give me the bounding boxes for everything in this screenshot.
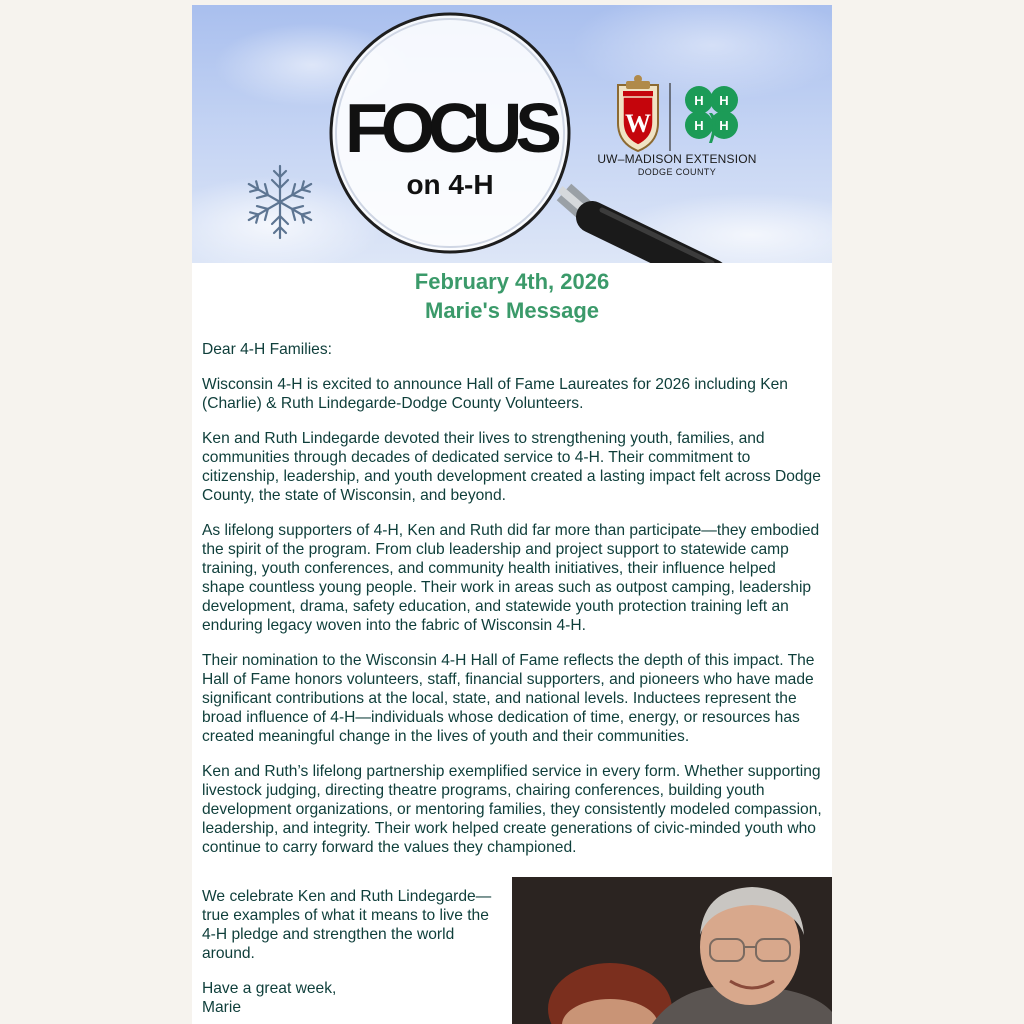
crest-letter: W bbox=[625, 109, 651, 138]
focus-subtitle: on 4-H bbox=[406, 169, 494, 200]
portrait-illustration bbox=[512, 877, 832, 1024]
focus-word: FOCUS bbox=[345, 89, 555, 167]
greeting: Dear 4-H Families: bbox=[202, 341, 332, 358]
closing-section bbox=[202, 887, 504, 1017]
4h-clover-icon bbox=[685, 86, 738, 143]
clover-letter-2: H bbox=[719, 93, 729, 108]
signature: Marie bbox=[202, 999, 241, 1016]
paragraph-supporters: As lifelong supporters of 4-H, Ken and Ruth did far more than participate—they embodied the spirit of the program. From club leadership and project support to statewide camp training, youth conferences, and community health initiatives, their influence helped shape countless young people. Their work in areas such as outpost camping, leadership development, drama, safety education, and statewide youth protection training left an enduring legacy woven into the fabric of Wisconsin 4-H. bbox=[202, 522, 820, 634]
signoff: Have a great week, bbox=[202, 980, 337, 997]
header-banner bbox=[192, 5, 832, 263]
clover-letter-4: H bbox=[719, 118, 729, 133]
paragraph-devotion: Ken and Ruth Lindegarde devoted their lives to strengthening youth, families, and communities through decades of dedicated service to 4-H. Their commitment to citizenship, leadership, and youth development created a lasting impact felt across Dodge County, the state of Wisconsin, and beyond. bbox=[202, 430, 821, 504]
extension-name: UW–MADISON EXTENSION bbox=[597, 152, 757, 166]
focus-logo bbox=[331, 15, 569, 253]
closing-paragraph: We celebrate Ken and Ruth Lindegarde—true examples of what it means to live the 4-H pledge and strengthen the world around. bbox=[202, 888, 492, 962]
newsletter-date: February 4th, 2026 bbox=[414, 269, 610, 294]
clover-letter-1: H bbox=[694, 93, 704, 108]
extension-county: DODGE COUNTY bbox=[637, 167, 717, 177]
paragraph-partnership: Ken and Ruth’s lifelong partnership exemplified service in every form. Whether supporting livestock judging, directing theatre programs, chairing conferences, building youth development organizations, or mentoring families, they consistently modeled compassion, leadership, and integrity. Their work helped create generations of civic-minded youth who continue to carry forward the values they championed. bbox=[202, 763, 822, 856]
newsletter-title: Marie's Message bbox=[425, 298, 599, 323]
clover-letter-3: H bbox=[694, 118, 704, 133]
uw-crest-icon bbox=[618, 75, 658, 151]
paragraph-announcement: Wisconsin 4-H is excited to announce Hall of Fame Laureates for 2026 including Ken (Charlie) & Ruth Lindegarde-Dodge County Volunteers. bbox=[202, 376, 788, 412]
portrait-photo bbox=[512, 877, 832, 1024]
newsletter-sheet bbox=[192, 5, 832, 1024]
paragraph-nomination: Their nomination to the Wisconsin 4-H Hall of Fame reflects the depth of this impact. The Hall of Fame honors volunteers, staff, financial supporters, and pioneers who have made significant contributions at the local, state, and national levels. Inductees represent the broad influence of 4-H—individuals whose dedication of time, energy, or resources has created meaningful change in the lives of youth and their communities. bbox=[202, 652, 815, 745]
snowflake-icon bbox=[245, 166, 315, 238]
message-body bbox=[202, 340, 822, 873]
